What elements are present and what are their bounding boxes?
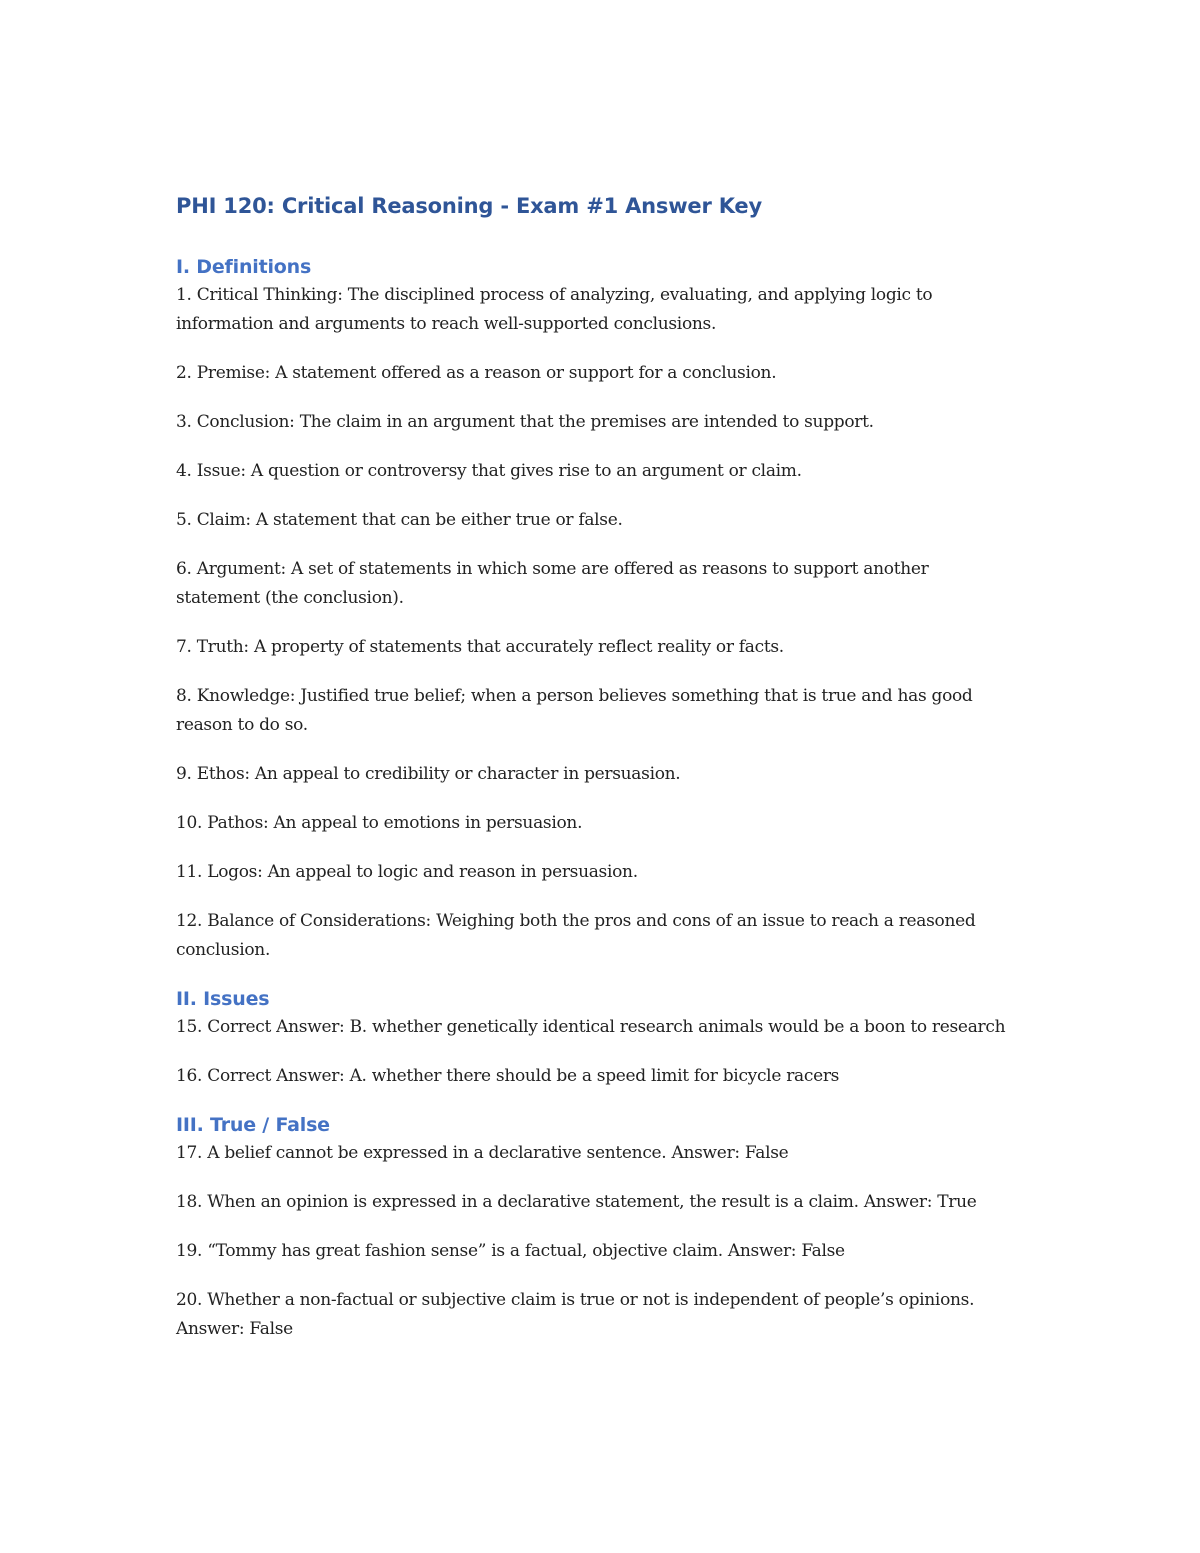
section-true-false <box>176 1111 1016 1344</box>
list-item: 15. Correct Answer: B. whether genetically identical research animals would be a boon to research <box>176 1017 1006 1037</box>
list-item: 12. Balance of Considerations: Weighing both the pros and cons of an issue to reach a reasoned conclusion. <box>176 911 976 960</box>
list-item: 19. “Tommy has great fashion sense” is a factual, objective claim. Answer: False <box>176 1241 845 1261</box>
document-page <box>176 191 1016 1347</box>
list-item: 11. Logos: An appeal to logic and reason in persuasion. <box>176 862 638 882</box>
list-item: 3. Conclusion: The claim in an argument that the premises are intended to support. <box>176 412 874 432</box>
list-item: 16. Correct Answer: A. whether there should be a speed limit for bicycle racers <box>176 1066 840 1086</box>
section-heading: I. Definitions <box>176 256 312 278</box>
list-item: 20. Whether a non-factual or subjective claim is true or not is independent of people’s opinions. Answer: False <box>176 1290 975 1339</box>
list-item: 18. When an opinion is expressed in a declarative statement, the result is a claim. Answer: True <box>176 1192 977 1212</box>
list-item: 8. Knowledge: Justified true belief; when a person believes something that is true and has good reason to do so. <box>176 686 973 735</box>
list-item: 10. Pathos: An appeal to emotions in persuasion. <box>176 813 583 833</box>
list-item: 1. Critical Thinking: The disciplined process of analyzing, evaluating, and applying logic to information and arguments to reach well-supported conclusions. <box>176 285 933 334</box>
list-item: 7. Truth: A property of statements that accurately reflect reality or facts. <box>176 637 784 657</box>
list-item: 5. Claim: A statement that can be either true or false. <box>176 510 623 530</box>
list-item: 6. Argument: A set of statements in which some are offered as reasons to support another statement (the conclusion). <box>176 559 929 608</box>
section-definitions <box>176 253 1016 965</box>
list-item: 17. A belief cannot be expressed in a declarative sentence. Answer: False <box>176 1143 789 1163</box>
list-item: 4. Issue: A question or controversy that gives rise to an argument or claim. <box>176 461 802 481</box>
section-issues <box>176 985 1016 1091</box>
list-item: 9. Ethos: An appeal to credibility or character in persuasion. <box>176 764 681 784</box>
document-title: PHI 120: Critical Reasoning - Exam #1 Answer Key <box>176 194 762 218</box>
section-heading: II. Issues <box>176 988 270 1010</box>
section-heading: III. True / False <box>176 1114 330 1136</box>
list-item: 2. Premise: A statement offered as a reason or support for a conclusion. <box>176 363 777 383</box>
